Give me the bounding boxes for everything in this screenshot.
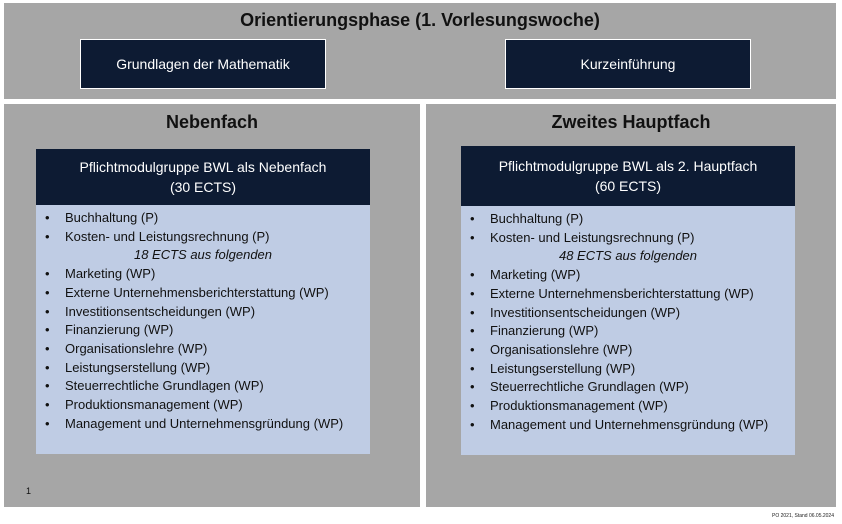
list-item: • Organisationslehre (WP) (44, 340, 362, 359)
list-item: • Leistungserstellung (WP) (469, 360, 787, 379)
list-item: • Externe Unternehmensberichterstattung (WP) (469, 285, 787, 304)
major-module-group-header (461, 146, 795, 206)
list-item: • Finanzierung (WP) (44, 321, 362, 340)
list-item: • Kosten- und Leistungsrechnung (P) (469, 229, 787, 248)
minor-subject-panel (4, 104, 420, 507)
list-item: • Investitionsentscheidungen (WP) (469, 304, 787, 323)
list-item: • Leistungserstellung (WP) (44, 359, 362, 378)
mathematics-basics-box: Grundlagen der Mathematik (80, 39, 326, 89)
minor-module-group-ects: (30 ECTS) (169, 179, 237, 195)
minor-module-group-header (36, 149, 370, 205)
minor-subject-title: Nebenfach (165, 112, 259, 132)
list-item: • Finanzierung (WP) (469, 322, 787, 341)
short-introduction-box: Kurzeinführung (505, 39, 751, 89)
list-item: • Buchhaltung (P) (44, 209, 362, 228)
orientation-panel (4, 3, 836, 99)
list-item: • Steuerrechtliche Grundlagen (WP) (469, 378, 787, 397)
page-number: 1 (26, 486, 32, 496)
footer-note: PO 2021, Stand 06.05.2024 (772, 513, 834, 519)
elective-note: 18 ECTS aus folgenden (133, 247, 273, 263)
list-item: • Marketing (WP) (44, 265, 362, 284)
second-major-title: Zweites Hauptfach (551, 112, 711, 132)
major-module-group-title: Pflichtmodulgruppe BWL als 2. Hauptfach (498, 158, 758, 174)
major-module-group-ects: (60 ECTS) (594, 178, 662, 194)
list-item: • Produktionsmanagement (WP) (469, 397, 787, 416)
orientation-title: Orientierungsphase (1. Vorlesungswoche) (240, 10, 600, 30)
list-item: • Produktionsmanagement (WP) (44, 396, 362, 415)
major-module-list-box (461, 206, 795, 455)
list-item: • Kosten- und Leistungsrechnung (P) (44, 228, 362, 247)
minor-module-list (36, 205, 370, 433)
elective-note: 48 ECTS aus folgenden (558, 248, 698, 264)
minor-module-list-box (36, 205, 370, 454)
list-item: • Management und Unternehmensgründung (WP) (44, 415, 362, 434)
list-item: • Externe Unternehmensberichterstattung (WP) (44, 284, 362, 303)
list-item: • Marketing (WP) (469, 266, 787, 285)
list-item: • Steuerrechtliche Grundlagen (WP) (44, 377, 362, 396)
second-major-panel (426, 104, 836, 507)
list-item: • Management und Unternehmensgründung (WP) (469, 416, 787, 435)
major-module-list (461, 206, 795, 434)
minor-module-group-title: Pflichtmodulgruppe BWL als Nebenfach (79, 159, 327, 175)
list-item: • Investitionsentscheidungen (WP) (44, 303, 362, 322)
list-item: • Buchhaltung (P) (469, 210, 787, 229)
list-item: • Organisationslehre (WP) (469, 341, 787, 360)
